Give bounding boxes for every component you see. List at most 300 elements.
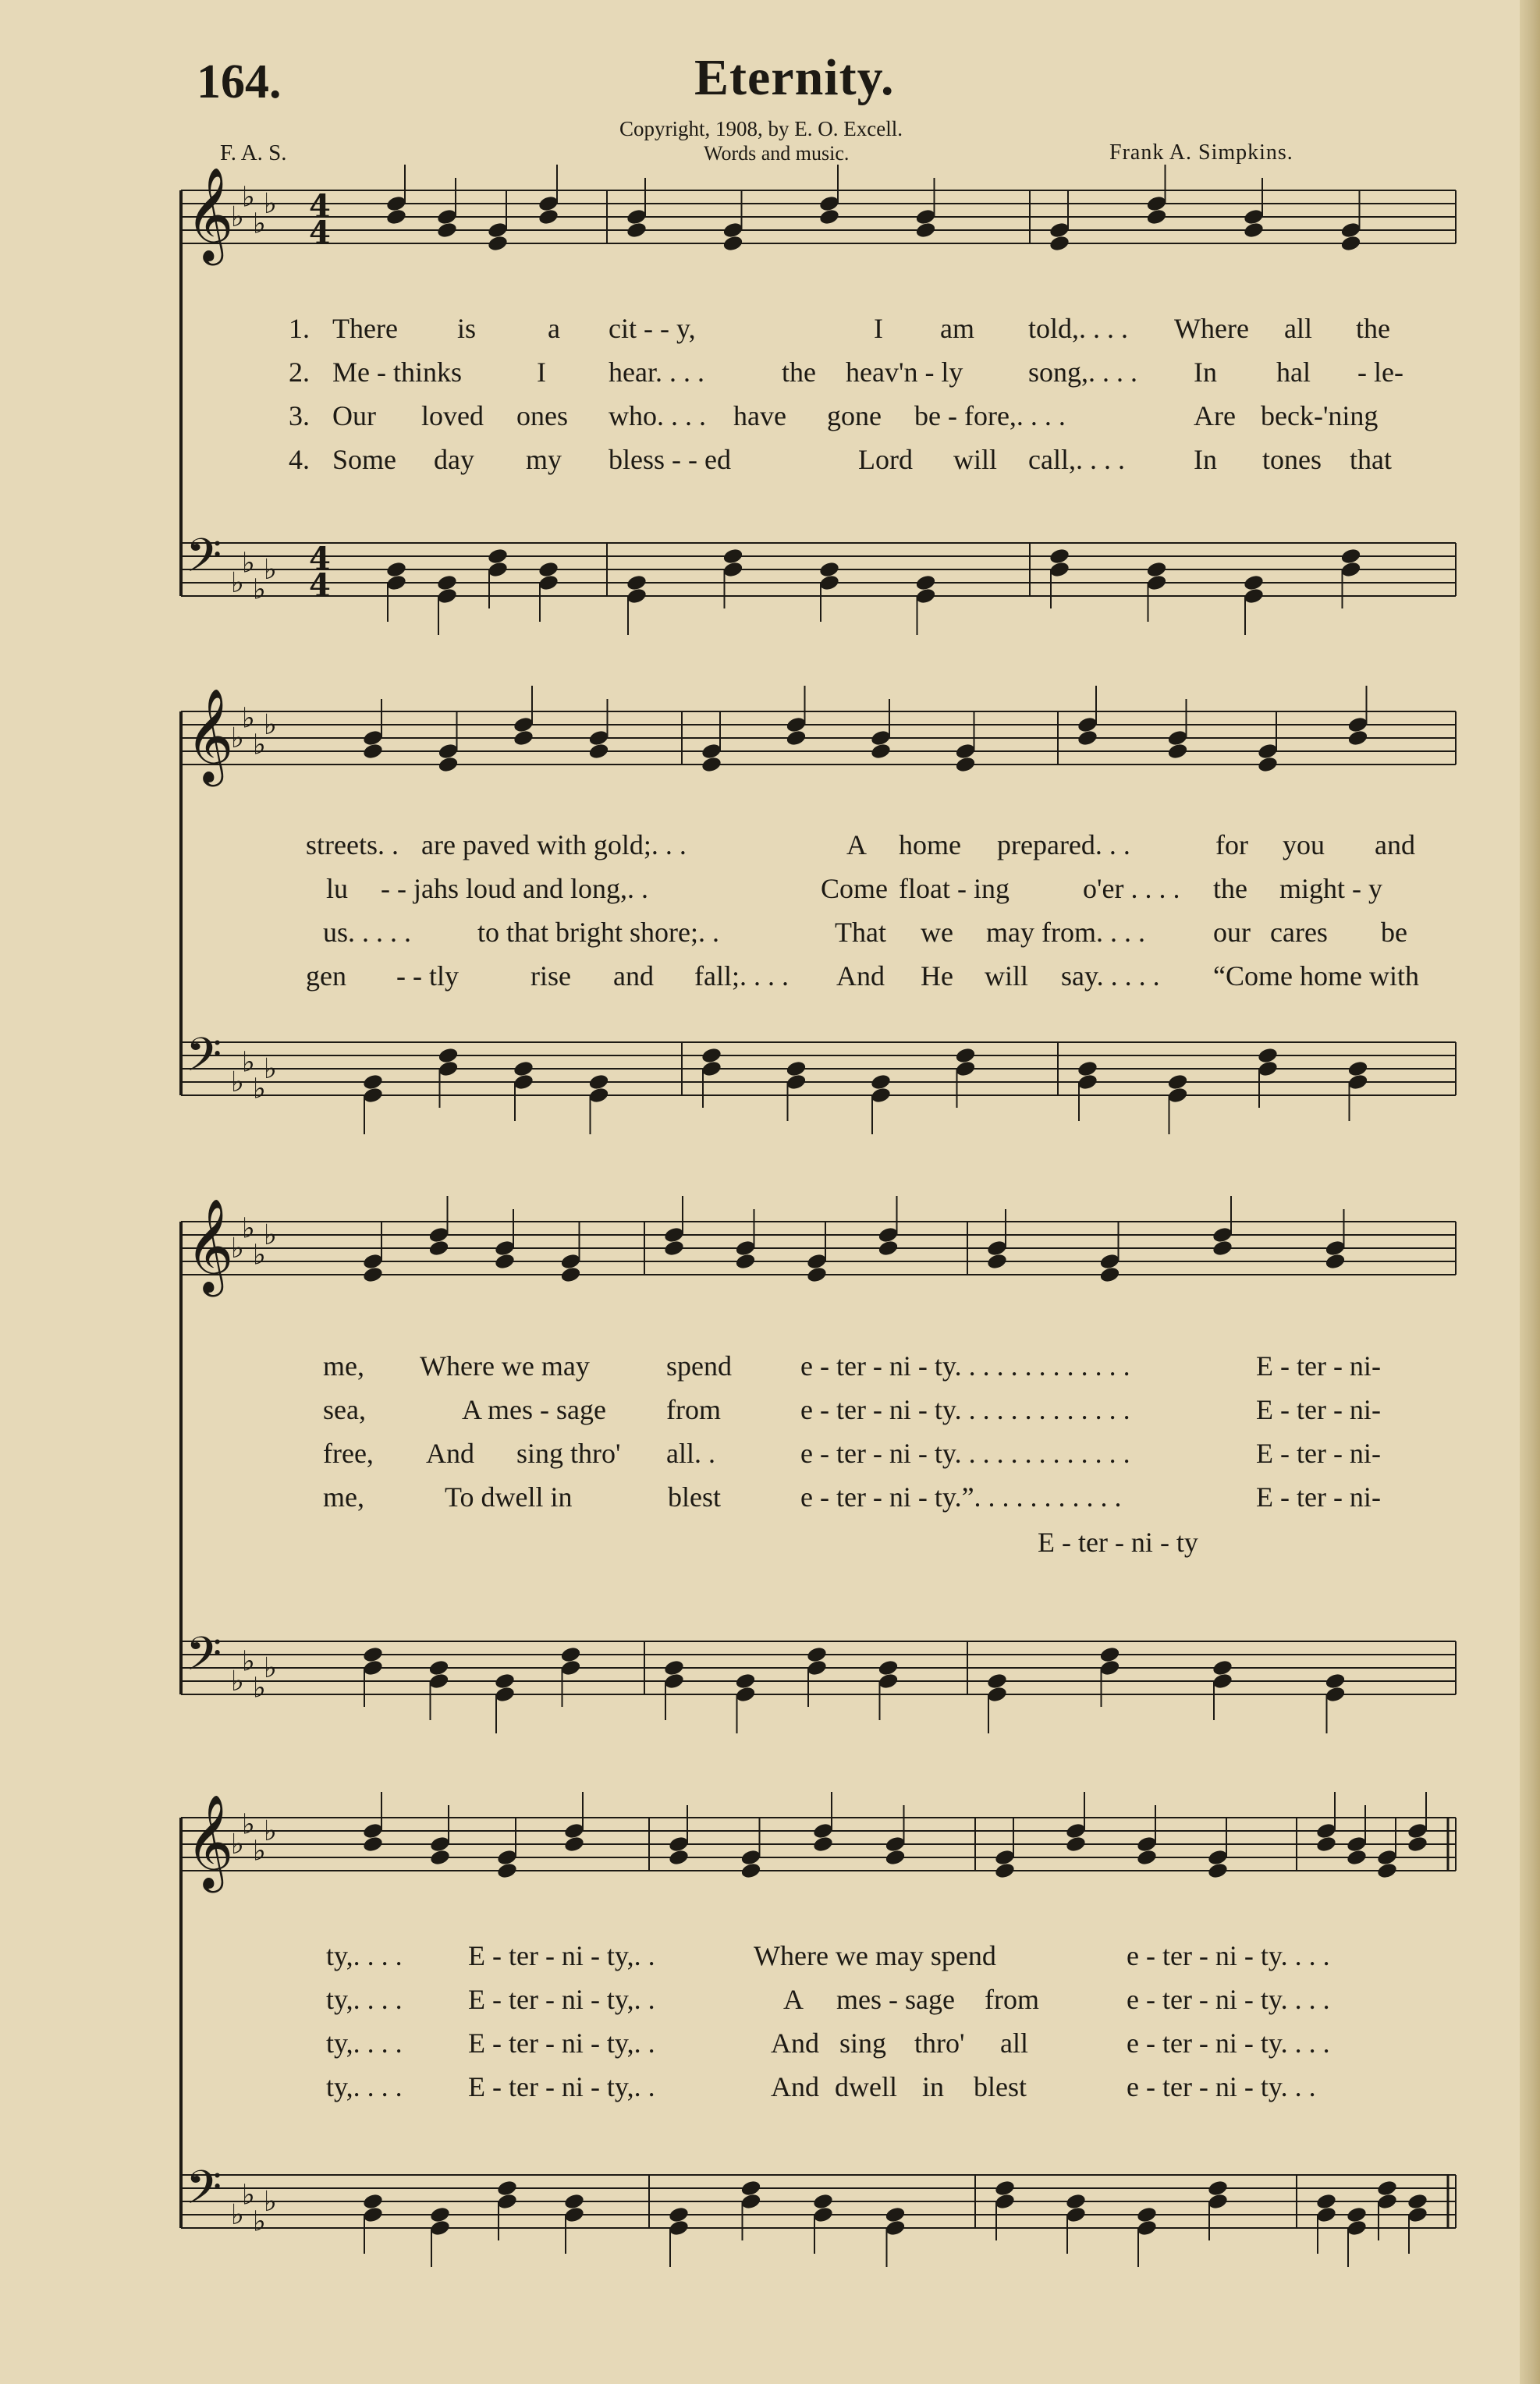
lyric-word: from xyxy=(985,1984,1039,2015)
verse-line xyxy=(0,2070,1540,2105)
note-head xyxy=(1207,1861,1229,1879)
note-head xyxy=(1145,560,1167,578)
lyric-word: a xyxy=(548,313,560,344)
lyric-word: ty,. . . . xyxy=(326,1984,403,2015)
lyric-word: that xyxy=(1350,444,1392,475)
note-head xyxy=(626,573,648,591)
lyric-word: me, xyxy=(323,1481,364,1513)
lyric-word: gen xyxy=(306,960,346,992)
note-head xyxy=(436,208,458,225)
note-head xyxy=(701,742,722,760)
lyric-word: sing thro' xyxy=(516,1438,621,1469)
note-head xyxy=(870,1073,892,1091)
lyric-word: loved xyxy=(421,400,484,431)
note-head xyxy=(362,1835,384,1853)
note-head xyxy=(1340,234,1361,252)
note-head xyxy=(1243,587,1265,605)
lyric-word: all. . xyxy=(666,1438,715,1469)
lyric-word: will xyxy=(985,960,1029,992)
lyric-word: 3. xyxy=(289,400,310,431)
note-head xyxy=(1065,1835,1087,1853)
lyric-word: o'er . . . . xyxy=(1083,873,1180,904)
lyric-word: is xyxy=(457,313,477,344)
note-head xyxy=(701,755,722,773)
verse-line xyxy=(0,960,1540,994)
note-head xyxy=(487,221,509,239)
flat-icon: ♭ xyxy=(231,2199,244,2231)
lyric-word: in xyxy=(922,2071,945,2102)
flat-icon: ♭ xyxy=(264,1815,277,1847)
note-head xyxy=(1145,194,1167,212)
note-head xyxy=(559,1645,581,1663)
note-head xyxy=(496,2192,518,2210)
note-head xyxy=(1243,208,1265,225)
lyric-word: to that bright shore;. . xyxy=(477,917,719,948)
lyric-word: thro' xyxy=(914,2027,965,2059)
note-head xyxy=(1049,221,1070,239)
lyric-word: e - ter - ni - ty.”. . . . . . . . . . . xyxy=(800,1481,1122,1513)
lyric-word: E - ter - ni- xyxy=(1256,1394,1381,1425)
lyric-word: cit - - y, xyxy=(609,313,696,344)
flat-icon: ♭ xyxy=(242,1645,255,1678)
note-head xyxy=(785,729,807,747)
note-head xyxy=(385,208,407,225)
lyric-word: ty,. . . . xyxy=(326,2027,403,2059)
note-head xyxy=(1098,1252,1120,1270)
note-head xyxy=(513,729,534,747)
note-head xyxy=(1376,1861,1398,1879)
note-head xyxy=(563,1822,585,1839)
note-head xyxy=(914,573,936,591)
note-head xyxy=(812,2205,834,2223)
note-head xyxy=(740,1861,761,1879)
note-head xyxy=(1407,2205,1428,2223)
note-head xyxy=(1136,1835,1158,1853)
verse-line xyxy=(0,2027,1540,2061)
lyric-word: - le- xyxy=(1357,357,1403,388)
note-head xyxy=(1346,2205,1368,2223)
note-head xyxy=(740,1848,761,1866)
note-head xyxy=(362,2192,384,2210)
note-head xyxy=(734,1672,756,1690)
bass-clef-icon: 𝄢 xyxy=(186,2160,222,2226)
lyric-word: spend xyxy=(666,1350,732,1382)
lyric-word: told,. . . . xyxy=(1028,313,1129,344)
note-head xyxy=(496,1848,518,1866)
flat-icon: ♭ xyxy=(242,547,255,580)
copyright-notice: Copyright, 1908, by E. O. Excell. xyxy=(619,117,903,140)
time-signature-bottom: 4 xyxy=(309,567,331,604)
verse-line xyxy=(0,356,1540,390)
lyric-word: rise xyxy=(530,960,571,992)
flat-icon: ♭ xyxy=(264,1219,277,1251)
lyric-word: And xyxy=(836,960,885,992)
lyric-word: E - ter - ni - ty,. . xyxy=(468,1940,655,1971)
note-head xyxy=(1257,1046,1279,1064)
lyric-word: have xyxy=(733,400,786,431)
note-head xyxy=(1346,2219,1368,2237)
verse-line xyxy=(0,1983,1540,2017)
lyricist-initials: F. A. S. xyxy=(220,140,287,165)
lyric-word: There xyxy=(332,313,398,344)
note-head xyxy=(362,742,384,760)
note-head xyxy=(734,1252,756,1270)
note-head xyxy=(428,1239,449,1257)
lyric-word: me, xyxy=(323,1350,364,1382)
note-head xyxy=(429,2205,451,2223)
lyric-word: E - ter - ni - ty,. . xyxy=(468,2071,655,2102)
flat-icon: ♭ xyxy=(242,181,255,214)
lyric-word: Me - thinks xyxy=(332,357,462,388)
lyric-word: ones xyxy=(516,400,568,431)
note-head xyxy=(1077,1059,1098,1077)
lyric-word: And xyxy=(426,1438,474,1469)
note-head xyxy=(986,1672,1008,1690)
note-head xyxy=(1324,1252,1346,1270)
time-signature-bottom: 4 xyxy=(309,215,331,251)
lyric-word: I xyxy=(874,313,883,344)
note-head xyxy=(1212,1672,1233,1690)
lyric-word: Where we may spend xyxy=(754,1940,996,1971)
note-head xyxy=(437,1059,459,1077)
note-head xyxy=(1136,1848,1158,1866)
note-head xyxy=(785,1073,807,1091)
note-head xyxy=(1324,1239,1346,1257)
note-head xyxy=(437,755,459,773)
hymn-number: 164. xyxy=(197,55,282,108)
treble-clef-icon: 𝄞 xyxy=(186,1197,234,1293)
note-head xyxy=(1049,547,1070,565)
time-signature-top: 4 xyxy=(309,188,331,225)
lyric-word: Are xyxy=(1194,400,1236,431)
note-head xyxy=(429,1835,451,1853)
note-head xyxy=(487,547,509,565)
note-head xyxy=(884,2219,906,2237)
lyric-word: e - ter - ni - ty. . . . . . . . . . . . . xyxy=(800,1394,1130,1425)
note-head xyxy=(1212,1239,1233,1257)
flat-icon: ♭ xyxy=(242,1046,255,1079)
lyric-word: e - ter - ni - ty. . . . . . . . . . . . . xyxy=(800,1350,1130,1382)
lyric-word: home xyxy=(899,829,961,860)
note-head xyxy=(954,1046,976,1064)
note-head xyxy=(1207,2192,1229,2210)
flat-icon: ♭ xyxy=(231,1666,244,1698)
verse-line xyxy=(0,1437,1540,1471)
note-head xyxy=(538,560,559,578)
note-head xyxy=(494,1252,516,1270)
note-head xyxy=(1346,1848,1368,1866)
note-head xyxy=(494,1239,516,1257)
note-head xyxy=(436,587,458,605)
note-head xyxy=(722,547,743,565)
note-head xyxy=(1212,1659,1233,1676)
lyric-word: e - ter - ni - ty. . . . . . . . . . . . . xyxy=(800,1438,1130,1469)
flat-icon: ♭ xyxy=(264,709,277,741)
note-head xyxy=(994,2179,1016,2197)
note-head xyxy=(362,1252,384,1270)
note-head xyxy=(1257,1059,1279,1077)
lyric-word: A xyxy=(846,829,867,860)
note-head xyxy=(1065,2192,1087,2210)
note-head xyxy=(1166,742,1188,760)
flat-icon: ♭ xyxy=(253,729,266,761)
note-head xyxy=(994,1848,1016,1866)
note-head xyxy=(428,1659,449,1676)
note-head xyxy=(1324,1672,1346,1690)
note-head xyxy=(1407,1835,1428,1853)
flat-icon: ♭ xyxy=(253,573,266,606)
lyric-word: and xyxy=(1375,829,1415,860)
note-head xyxy=(701,1046,722,1064)
note-head xyxy=(1340,221,1361,239)
note-head xyxy=(1407,2192,1428,2210)
note-head xyxy=(1136,2219,1158,2237)
note-head xyxy=(538,208,559,225)
lyric-word: bless - - ed xyxy=(609,444,731,475)
note-head xyxy=(362,2205,384,2223)
note-head xyxy=(362,1086,384,1104)
lyric-word: I xyxy=(537,357,546,388)
lyric-word: In xyxy=(1194,357,1217,388)
lyric-word: float - ing xyxy=(899,873,1010,904)
lyric-word: us. . . . . xyxy=(323,917,412,948)
lyric-word: “Come home with xyxy=(1213,960,1419,992)
lyric-word: be - fore,. . . . xyxy=(914,400,1066,431)
hymn-title: Eternity. xyxy=(694,49,895,106)
lyric-word: all xyxy=(1000,2027,1028,2059)
lyric-word: And xyxy=(771,2071,819,2102)
lyric-word: To dwell in xyxy=(445,1481,573,1513)
composer-name: Frank A. Simpkins. xyxy=(1109,140,1293,165)
note-head xyxy=(1098,1265,1120,1283)
note-head xyxy=(914,221,936,239)
lyric-word: Some xyxy=(332,444,397,475)
note-head xyxy=(429,1848,451,1866)
lyric-word: may from. . . . xyxy=(986,917,1145,948)
note-head xyxy=(494,1685,516,1703)
lyric-word: 2. xyxy=(289,357,310,388)
treble-clef-icon: 𝄞 xyxy=(186,166,234,261)
lyric-word: our xyxy=(1213,917,1251,948)
lyric-word: ty,. . . . xyxy=(326,2071,403,2102)
note-head xyxy=(362,1659,384,1676)
note-head xyxy=(429,2219,451,2237)
note-head xyxy=(487,560,509,578)
note-head xyxy=(1340,560,1361,578)
note-head xyxy=(818,208,840,225)
lyric-word: free, xyxy=(323,1438,374,1469)
note-head xyxy=(1166,1086,1188,1104)
note-head xyxy=(740,2179,761,2197)
lyric-word: - - jahs loud and long,. . xyxy=(381,873,648,904)
note-head xyxy=(884,2205,906,2223)
lyric-word: ty,. . . . xyxy=(326,1940,403,1971)
lyric-word: A xyxy=(783,1984,804,2015)
note-head xyxy=(1347,1073,1368,1091)
verse-line xyxy=(0,828,1540,863)
verse-line xyxy=(0,1350,1540,1384)
note-head xyxy=(663,1239,685,1257)
note-head xyxy=(1340,547,1361,565)
lyric-word: the xyxy=(782,357,816,388)
flat-icon: ♭ xyxy=(253,1073,266,1105)
note-head xyxy=(513,715,534,733)
words-music-note: Words and music. xyxy=(704,142,850,165)
note-head xyxy=(1243,221,1265,239)
lyric-word: my xyxy=(526,444,562,475)
note-head xyxy=(812,2192,834,2210)
note-head xyxy=(994,1861,1016,1879)
note-head xyxy=(362,1822,384,1839)
lyric-word: fall;. . . . xyxy=(694,960,789,992)
note-head xyxy=(806,1659,828,1676)
note-head xyxy=(818,560,840,578)
note-head xyxy=(668,2205,690,2223)
note-head xyxy=(785,1059,807,1077)
lyric-word: who. . . . xyxy=(609,400,706,431)
note-head xyxy=(1376,1848,1398,1866)
lyric-word: dwell xyxy=(835,2071,897,2102)
note-head xyxy=(1376,2192,1398,2210)
lyric-word: might - y xyxy=(1279,873,1382,904)
lyric-word: all xyxy=(1284,313,1312,344)
note-head xyxy=(559,1265,581,1283)
note-head xyxy=(663,1659,685,1676)
lyric-word: tones xyxy=(1262,444,1322,475)
lyric-word: gone xyxy=(827,400,882,431)
treble-clef-icon: 𝄞 xyxy=(186,687,234,782)
note-head xyxy=(437,1046,459,1064)
flat-icon: ♭ xyxy=(231,1066,244,1098)
note-head xyxy=(818,194,840,212)
verse-line xyxy=(0,1939,1540,1974)
note-head xyxy=(436,221,458,239)
note-head xyxy=(1257,755,1279,773)
flat-icon: ♭ xyxy=(264,1053,277,1085)
verse-line xyxy=(0,399,1540,434)
note-head xyxy=(663,1226,685,1243)
note-head xyxy=(806,1645,828,1663)
flat-icon: ♭ xyxy=(231,567,244,599)
flat-icon: ♭ xyxy=(242,2179,255,2212)
lyric-word: am xyxy=(940,313,974,344)
lyric-word: e - ter - ni - ty. . . . xyxy=(1127,1940,1330,1971)
bass-lyric: E - ter - ni - ty xyxy=(1038,1527,1198,1558)
note-head xyxy=(385,573,407,591)
lyric-word: for xyxy=(1215,829,1248,860)
lyric-word: blest xyxy=(974,2071,1027,2102)
lyric-word: - - tly xyxy=(396,960,459,992)
note-head xyxy=(362,1645,384,1663)
note-head xyxy=(1049,560,1070,578)
note-head xyxy=(587,1086,609,1104)
lyric-word: day xyxy=(434,444,474,475)
lyric-word: sea, xyxy=(323,1394,366,1425)
note-head xyxy=(563,2205,585,2223)
note-head xyxy=(385,560,407,578)
note-head xyxy=(1346,1835,1368,1853)
note-head xyxy=(1243,573,1265,591)
flat-icon: ♭ xyxy=(264,188,277,220)
note-head xyxy=(1347,1059,1368,1077)
note-head xyxy=(1166,1073,1188,1091)
note-head xyxy=(722,221,743,239)
lyric-word: blest xyxy=(668,1481,721,1513)
note-head xyxy=(668,1848,690,1866)
lyric-word: the xyxy=(1356,313,1390,344)
note-head xyxy=(1098,1659,1120,1676)
flat-icon: ♭ xyxy=(253,2205,266,2238)
note-head xyxy=(1049,234,1070,252)
note-head xyxy=(494,1672,516,1690)
note-head xyxy=(428,1226,449,1243)
note-head xyxy=(587,742,609,760)
lyric-word: E - ter - ni- xyxy=(1256,1481,1381,1513)
note-head xyxy=(986,1252,1008,1270)
verse-line xyxy=(0,872,1540,906)
lyric-word: In xyxy=(1194,444,1217,475)
note-head xyxy=(496,1861,518,1879)
note-head xyxy=(487,234,509,252)
note-head xyxy=(994,2192,1016,2210)
note-head xyxy=(877,1226,899,1243)
note-head xyxy=(1098,1645,1120,1663)
note-head xyxy=(806,1265,828,1283)
flat-icon: ♭ xyxy=(253,1672,266,1705)
note-head xyxy=(1077,715,1098,733)
note-head xyxy=(559,1252,581,1270)
note-head xyxy=(1376,2179,1398,2197)
note-head xyxy=(1315,1835,1337,1853)
bass-clef-icon: 𝄢 xyxy=(186,1627,222,1692)
lyric-word: e - ter - ni - ty. . . . xyxy=(1127,1984,1330,2015)
note-head xyxy=(437,742,459,760)
note-head xyxy=(986,1685,1008,1703)
note-head xyxy=(877,1659,899,1676)
note-head xyxy=(1347,729,1368,747)
note-head xyxy=(668,2219,690,2237)
flat-icon: ♭ xyxy=(242,1212,255,1245)
note-head xyxy=(884,1848,906,1866)
time-signature-top: 4 xyxy=(309,541,331,577)
lyric-word: song,. . . . xyxy=(1028,357,1138,388)
flat-icon: ♭ xyxy=(253,1835,266,1868)
note-head xyxy=(812,1835,834,1853)
note-head xyxy=(1145,573,1167,591)
flat-icon: ♭ xyxy=(264,1652,277,1684)
verse-line xyxy=(0,443,1540,477)
flat-icon: ♭ xyxy=(242,702,255,735)
note-head xyxy=(1065,1822,1087,1839)
lyric-word: A mes - sage xyxy=(462,1394,606,1425)
note-head xyxy=(626,587,648,605)
lyric-word: E - ter - ni- xyxy=(1256,1350,1381,1382)
note-head xyxy=(1207,1848,1229,1866)
flat-icon: ♭ xyxy=(264,554,277,586)
lyric-word: lu xyxy=(326,873,349,904)
note-head xyxy=(870,729,892,747)
note-head xyxy=(362,1073,384,1091)
verse-line xyxy=(0,312,1540,346)
note-head xyxy=(954,742,976,760)
note-head xyxy=(559,1659,581,1676)
note-head xyxy=(538,194,559,212)
note-head xyxy=(1065,2205,1087,2223)
flat-icon: ♭ xyxy=(253,208,266,240)
note-head xyxy=(986,1239,1008,1257)
lyric-word: E - ter - ni- xyxy=(1256,1438,1381,1469)
flat-icon: ♭ xyxy=(264,2186,277,2218)
